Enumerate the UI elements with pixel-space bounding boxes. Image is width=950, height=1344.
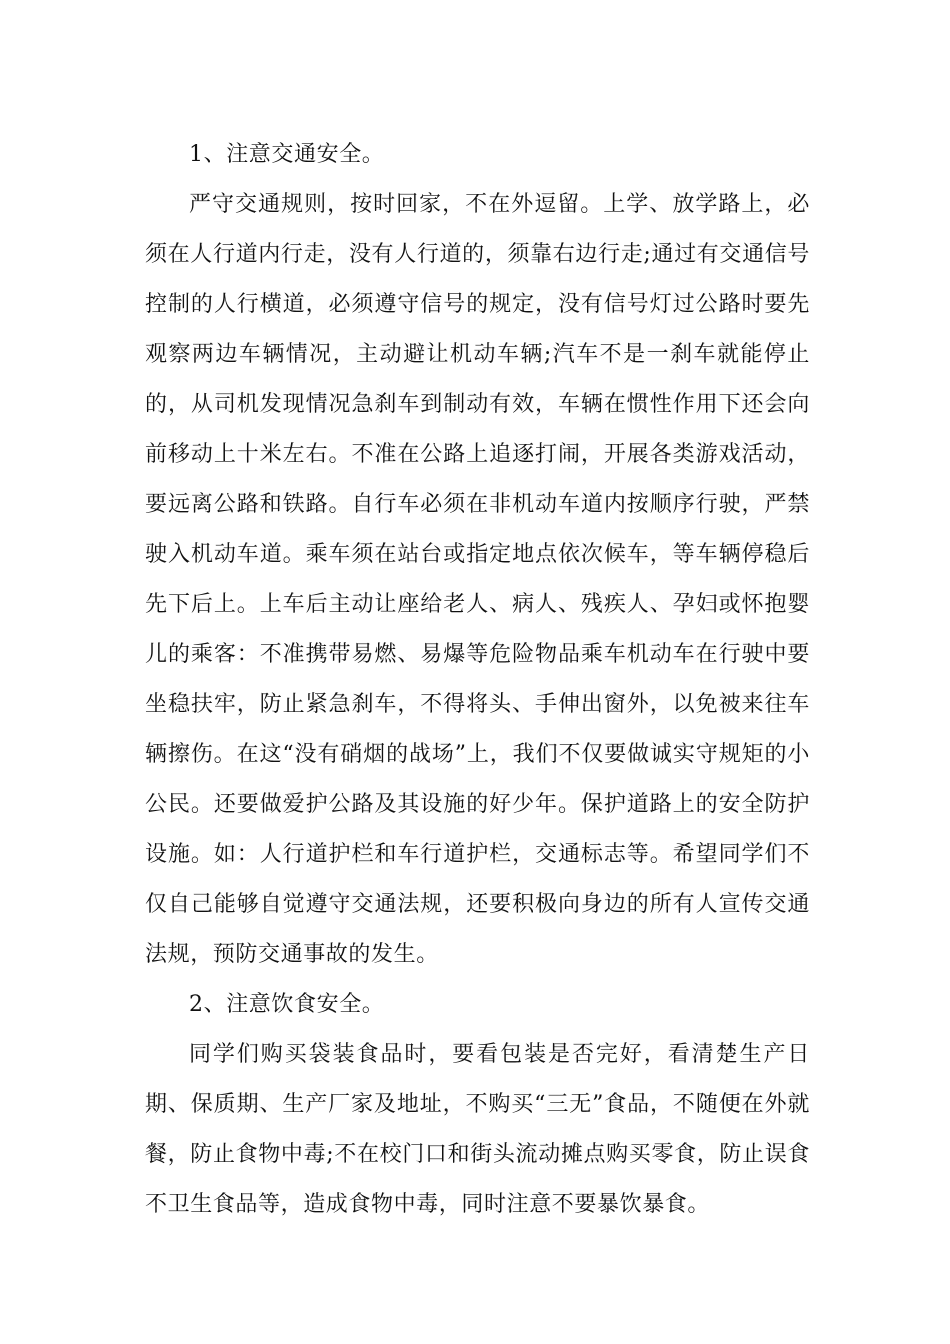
section-paragraph-food-safety: 同学们购买袋装食品时，要看包装是否完好，看清楚生产日期、保质期、生产厂家及地址，不购买“三无”食品，不随便在外就餐，防止食物中毒;不在校门口和街头流动摊点购买零食，防止误食不卫生食品等，造成食物中毒，同时注意不要暴饮暴食。 bbox=[145, 1042, 810, 1217]
section-paragraph-traffic-safety: 严守交通规则，按时回家，不在外逗留。上学、放学路上，必须在人行道内行走，没有人行道的，须靠右边行走;通过有交通信号控制的人行横道，必须遵守信号的规定，没有信号灯过公路时要先观察两边车辆情况，主动避让机动车辆;汽车不是一刹车就能停止的，从司机发现情况急刹车到制动有效，车辆在惯性作用下还会向前移动上十米左右。不准在公路上追逐打闹，开展各类游戏活动，要远离公路和铁路。自行车必须在非机动车道内按顺序行驶，严禁驶入机动车道。乘车须在站台或指定地点依次候车，等车辆停稳后先下后上。上车后主动让座给老人、病人、残疾人、孕妇或怀抱婴儿的乘客：不准携带易燃、易爆等危险物品乘车机动车在行驶中要坐稳扶牢，防止紧急刹车，不得将头、手伸出窗外，以免被来往车辆擦伤。在这“没有硝烟的战场”上，我们不仅要做诚实守规矩的小公民。还要做爱护公路及其设施的好少年。保护道路上的安全防护设施。如：人行道护栏和车行道护栏，交通标志等。希望同学们不仅自己能够自觉遵守交通法规，还要积极向身边的所有人宣传交通法规，预防交通事故的发生。 bbox=[145, 192, 810, 967]
section-heading-traffic-safety: 1、注意交通安全。 bbox=[189, 142, 385, 167]
section-heading-food-safety: 2、注意饮食安全。 bbox=[189, 992, 385, 1017]
document-body bbox=[145, 130, 810, 1230]
